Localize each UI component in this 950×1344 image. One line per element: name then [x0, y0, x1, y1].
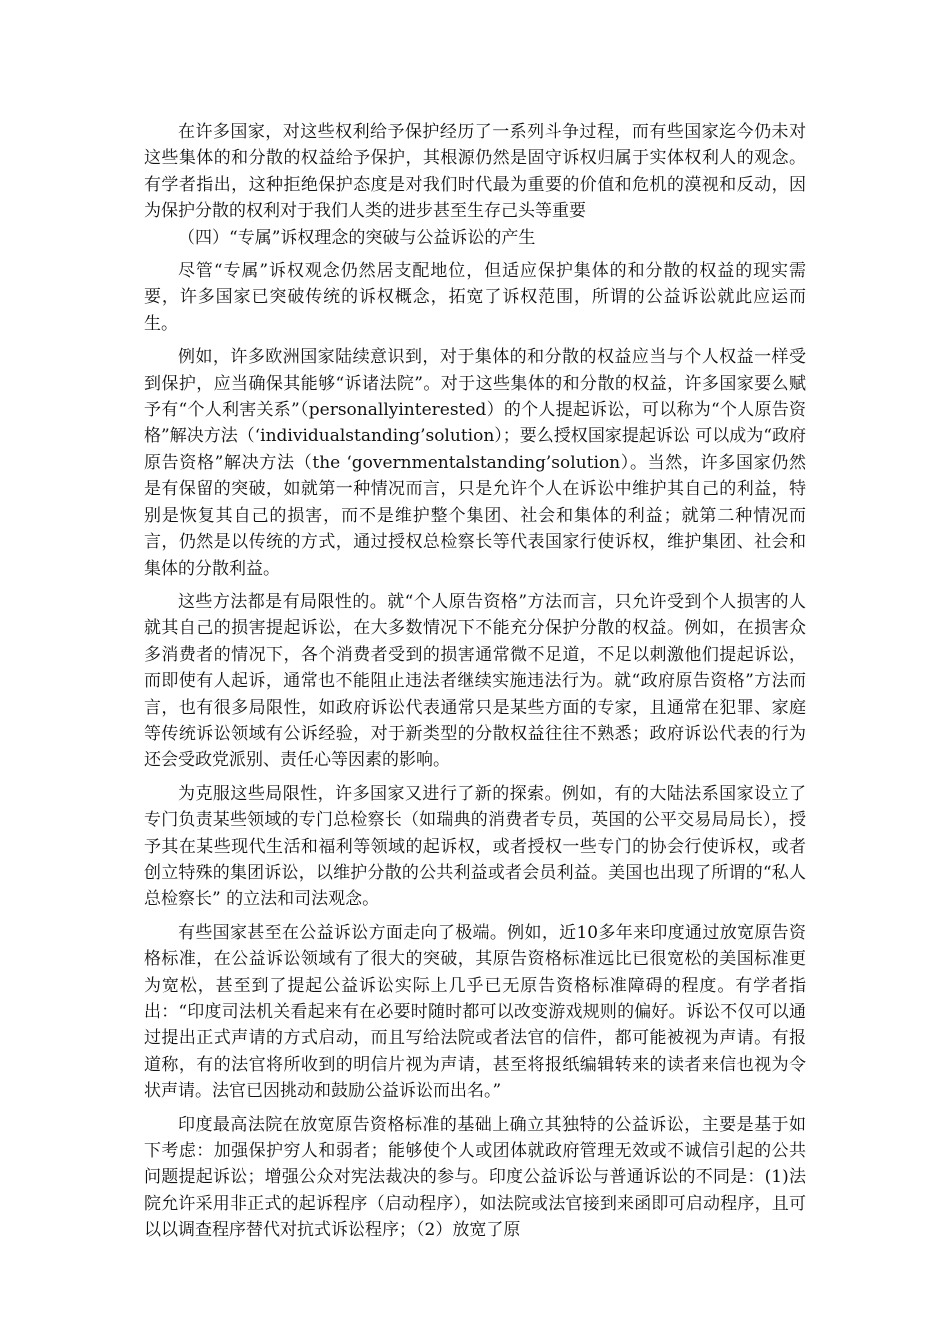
spacer: [144, 913, 806, 920]
spacer: [144, 251, 806, 258]
document-page: [144, 119, 806, 1244]
paragraph: 为克服这些局限性，许多国家又进行了新的探索。例如，有的大陆法系国家设立了专门负责某些领域的专门总检察长（如瑞典的消费者专员，英国的公平交易局局长），授予其在某些现代生活和福利等领域的起诉权，或者授权一些专门的协会行使诉权，或者创立特殊的集团诉讼，以维护分散的公共利益或者会员利益。美国也出现了所谓的“私人总检察长” 的立法和司法观念。: [144, 783, 806, 910]
spacer: [144, 582, 806, 589]
spacer: [144, 1105, 806, 1112]
paragraph: 例如，许多欧洲国家陆续意识到，对于集体的和分散的权益应当与个人权益一样受到保护，应当确保其能够“诉诸法院”。对于这些集体的和分散的权益，许多国家要么赋予有“个人利害关系”（personallyinterested）的个人提起诉讼，可以称为“个人原告资格”解决方法（‘individualstanding’solution）；要么授权国家提起诉讼 可以成为“政府原告资格”解决方法（the ‘governmentalstanding’solution）。当然，许多国家仍然是有保留的突破，如就第一种情况而言，只是允许个人在诉讼中维护其自己的利益，特别是恢复其自己的损害，而不是维护整个集团、社会和集体的利益；就第二种情况而言，仍然是以传统的方式，通过授权总检察长等代表国家行使诉权，维护集团、社会和集体的分散利益。: [144, 347, 806, 579]
spacer: [144, 774, 806, 781]
section-heading: （四）“专属”诉权理念的突破与公益诉讼的产生: [178, 227, 536, 248]
paragraph: 有些国家甚至在公益诉讼方面走向了极端。例如，近10多年来印度通过放宽原告资格标准，在公益诉讼领域有了很大的突破，其原告资格标准远比已很宽松的美国标准更为宽松，甚至到了提起公益诉讼实际上几乎已无原告资格标准障碍的程度。有学者指出：“印度司法机关看起来有在必要时随时都可以改变游戏规则的偏好。诉讼不仅可以通过提出正式声请的方式启动，而且写给法院或者法官的信件，都可能被视为声请。有报道称，有的法官将所收到的明信片视为声请，甚至将报纸编辑转来的读者来信也视为令状声请。法官已因挑动和鼓励公益诉讼而出名。”: [144, 922, 806, 1102]
paragraph: 印度最高法院在放宽原告资格标准的基础上确立其独特的公益诉讼，主要是基于如下考虑：加强保护穷人和弱者；能够使个人或团体就政府管理无效或不诚信引起的公共问题提起诉讼；增强公众对宪法裁决的参与。印度公益诉讼与普通诉讼的不同是：(1)法院允许采用非正式的起诉程序（启动程序），如法院或法官接到来函即可启动程序，且可以以调查程序替代对抗式诉讼程序；（2）放宽了原: [144, 1114, 806, 1241]
paragraph: 在许多国家，对这些权利给予保护经历了一系列斗争过程，而有些国家迄今仍未对这些集体的和分散的权益给予保护，其根源仍然是固守诉权归属于实体权利人的观念。有学者指出，这种拒绝保护态度是对我们时代最为重要的价值和危机的漠视和反动，因为保护分散的权利对于我们人类的进步甚至生存己头等重要: [144, 122, 806, 222]
paragraph: 这些方法都是有局限性的。就“个人原告资格”方法而言，只允许受到个人损害的人就其自己的损害提起诉讼，在大多数情况下不能充分保护分散的权益。例如，在损害众多消费者的情况下，各个消费者受到的损害通常微不足道，不足以刺激他们提起诉讼，而即使有人起诉，通常也不能阻止违法者继续实施违法行为。就“政府原告资格”方法而言，也有很多局限性，如政府诉讼代表通常只是某些方面的专家，且通常在犯罪、家庭等传统诉讼领域有公诉经验，对于新类型的分散权益往往不熟悉；政府诉讼代表的行为还会受政党派别、责任心等因素的影响。: [144, 591, 806, 771]
paragraph: 尽管“专属”诉权观念仍然居支配地位，但适应保护集体的和分散的权益的现实需要，许多国家已突破传统的诉权概念，拓宽了诉权范围，所谓的公益诉讼就此应运而生。: [144, 261, 806, 334]
spacer: [144, 337, 806, 344]
